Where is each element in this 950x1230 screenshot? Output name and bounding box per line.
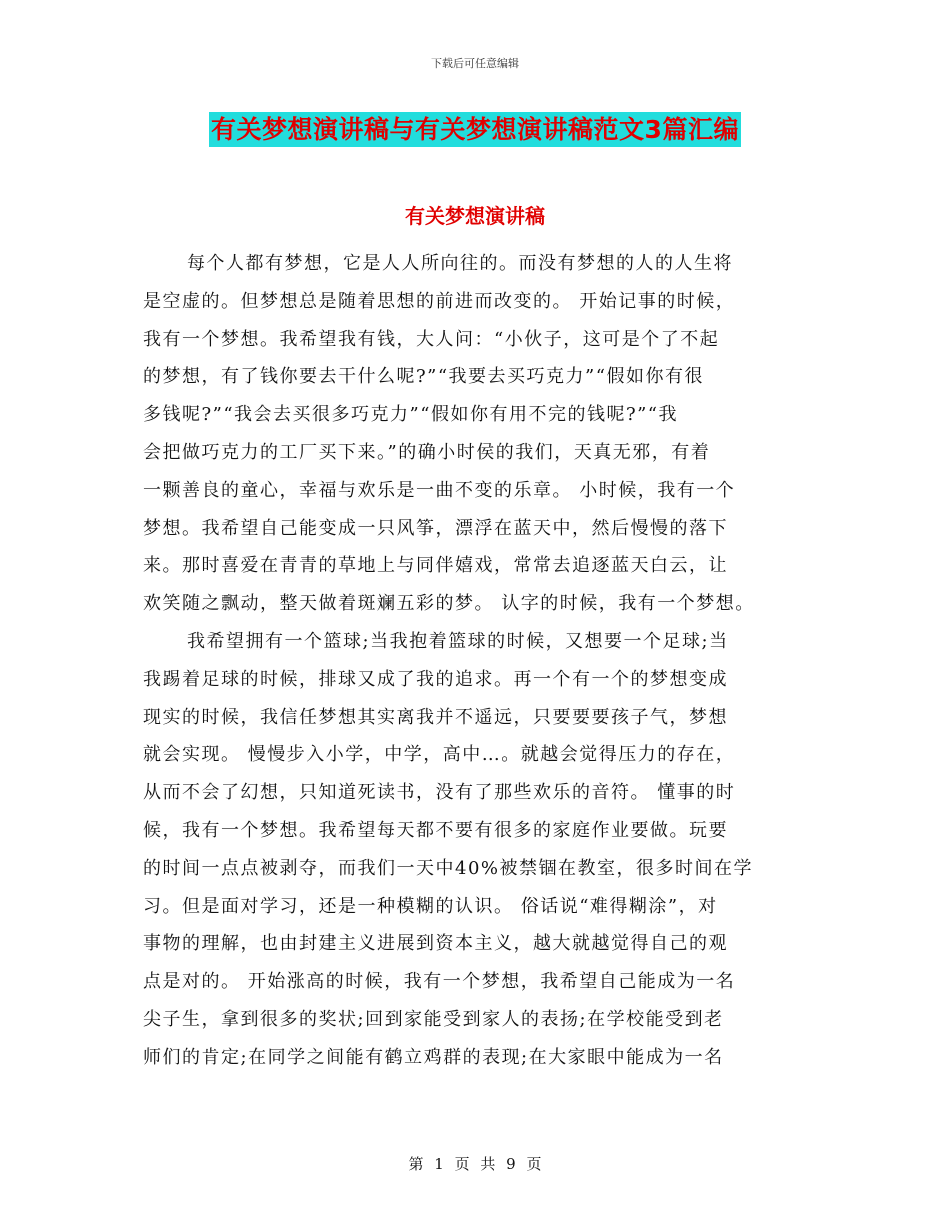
body-line: 来。那时喜爱在青青的草地上与同伴嬉戏，常常去追逐蓝天白云，让 [143,555,728,577]
document-body [143,245,813,1077]
section-title: 有关梦想演讲稿 [405,204,545,228]
body-line: 尖子生，拿到很多的奖状;回到家能受到家人的表扬;在学校能受到老 [143,1008,724,1030]
body-line: 候，我有一个梦想。我希望每天都不要有很多的家庭作业要做。玩要 [143,819,728,841]
body-line: 我有一个梦想。我希望我有钱，大人问：“小伙子，这可是个了不起 [143,328,720,350]
body-line: 师们的肯定;在同学之间能有鹤立鸡群的表现;在大家眼中能成为一名 [143,1046,724,1068]
body-line: 会把做巧克力的工厂买下来。”的确小时侯的我们，天真无邪，有着 [143,441,711,463]
body-line: 多钱呢?”“我会去买很多巧克力”“假如你有用不完的钱呢?”“我 [143,404,679,426]
body-line: 我希望拥有一个篮球;当我抱着篮球的时候，又想要一个足球;当 [187,630,729,652]
body-line: 的时间一点点被剥夺，而我们一天中40%被禁锢在教室，很多时间在学 [143,857,754,879]
body-line: 从而不会了幻想，只知道死读书，没有了那些欢乐的音符。 懂事的时 [143,782,736,804]
body-line: 欢笑随之飘动，整天做着斑斓五彩的梦。 认字的时候，我有一个梦想。 [143,593,755,615]
body-line: 习。但是面对学习，还是一种模糊的认识。 俗话说“难得糊涂”，对 [143,895,718,917]
body-line: 事物的理解，也由封建主义进展到资本主义，越大就越觉得自己的观 [143,933,728,955]
doc-title-wrap [0,112,950,147]
body-line: 是空虚的。但梦想总是随着思想的前进而改变的。 开始记事的时候， [143,290,736,312]
body-line: 的梦想，有了钱你要去干什么呢?”“我要去买巧克力”“假如你有很 [143,366,704,388]
body-line: 一颗善良的童心，幸福与欢乐是一曲不变的乐章。 小时候，我有一个 [143,479,736,501]
page-footer: 第 1 页 共 9 页 [408,1155,542,1173]
body-line: 我踢着足球的时候，排球又成了我的追求。再一个有一个的梦想变成 [143,668,728,690]
body-line: 就会实现。 慢慢步入小学，中学，高中…。就越会觉得压力的存在， [143,744,736,766]
body-line: 每个人都有梦想，它是人人所向往的。而没有梦想的人的人生将 [187,253,733,274]
document-title: 有关梦想演讲稿与有关梦想演讲稿范文3篇汇编 [209,112,741,147]
body-line: 现实的时候，我信任梦想其实离我并不遥远，只要要要孩子气，梦想 [143,706,728,728]
header-note: 下载后可任意编辑 [431,57,519,70]
body-line: 梦想。我希望自己能变成一只风筝，漂浮在蓝天中，然后慢慢的落下 [143,517,728,539]
body-line: 点是对的。 开始涨高的时候，我有一个梦想，我希望自己能成为一名 [143,971,736,993]
